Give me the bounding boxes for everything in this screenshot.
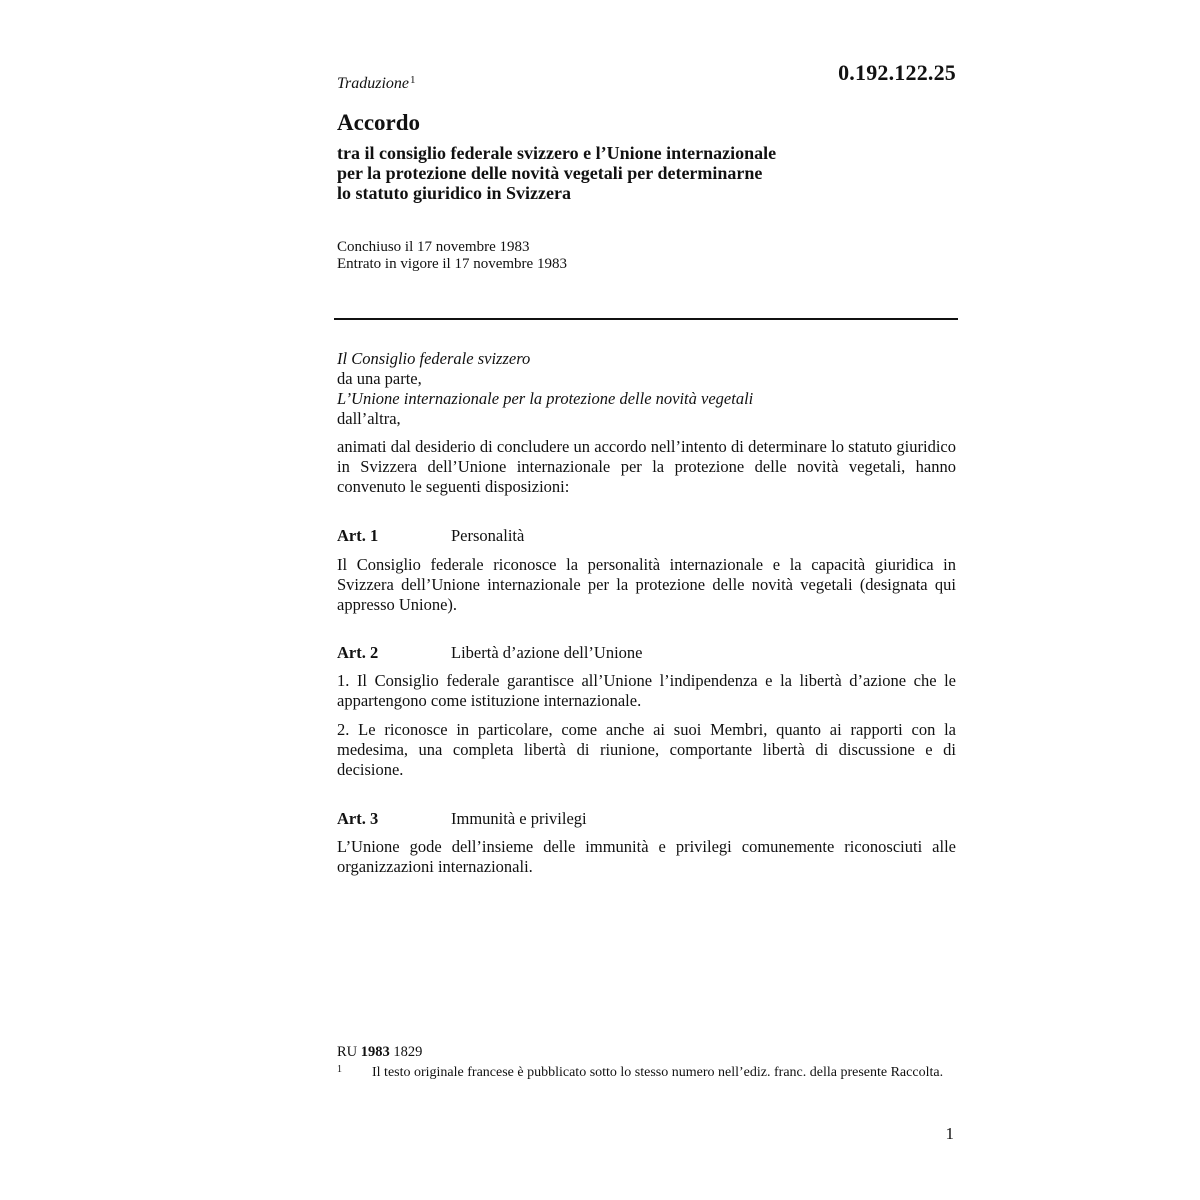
article-2-paragraph-2: 2. Le riconosce in particolare, come anche ai suoi Membri, quanto ai rapporti con la medesima, una completa libertà di riunione, comportante libertà di discussione e di decisione. [337,720,956,779]
horizontal-rule [334,318,958,320]
page-number: 1 [945,1124,954,1143]
article-number: Art. 2 [337,643,379,662]
sr-number: 0.192.122.25 [838,60,956,85]
article-number: Art. 3 [337,809,379,828]
preamble-intro: animati dal desiderio di concludere un accordo nell’intento di determinare lo statuto giuridico in Svizzera dell’Unione internazionale per la protezione delle novità vegetali, hanno convenuto le seguenti disposizioni: [337,437,956,496]
footnote-ref[interactable]: 1 [410,74,416,86]
entry-into-force-date: Entrato in vigore il 17 novembre 1983 [337,256,567,272]
ru-page: 1829 [393,1044,423,1060]
article-2-paragraph-1: 1. Il Consiglio federale garantisce all’Unione l’indipendenza e la libertà d’azione che le appartengono come istituzione internazionale. [337,671,956,710]
article-2-heading [337,643,643,663]
concluded-date: Conchiuso il 17 novembre 1983 [337,239,530,255]
article-3-paragraph: L’Unione gode dell’insieme delle immunità e privilegi comunemente riconosciuti alle organizzazioni internazionali. [337,837,956,876]
preamble-party-1: Il Consiglio federale svizzero [337,349,531,368]
dates-block [337,239,567,273]
subtitle-line: lo statuto giuridico in Svizzera [337,183,571,203]
footnote-text: Il testo originale francese è pubblicato sotto lo stesso numero nell’ediz. franc. della presente Raccolta. [372,1065,944,1080]
ru-reference [337,1044,422,1061]
ru-prefix: RU [337,1044,358,1060]
subtitle-line: tra il consiglio federale svizzero e l’Unione internazionale [337,143,777,163]
translation-label-text: Traduzione [337,75,410,92]
document-subtitle [337,143,897,203]
preamble-party-2: L’Unione internazionale per la protezione delle novità vegetali [337,389,754,408]
article-1-paragraph: Il Consiglio federale riconosce la personalità internazionale e la capacità giuridica in Svizzera dell’Unione internazionale per la protezione delle novità vegetali (designata qui appresso Unione). [337,555,956,614]
preamble-connector-1: da una parte, [337,369,422,388]
preamble [337,349,957,429]
subtitle-line: per la protezione delle novità vegetali per determinarne [337,163,763,183]
ru-year: 1983 [360,1044,390,1060]
translation-label [337,74,416,93]
article-title: Libertà d’azione dell’Unione [451,643,643,662]
preamble-connector-2: dall’altra, [337,409,401,428]
footnote-mark: 1 [337,1064,342,1075]
article-1-heading [337,526,524,546]
article-title: Personalità [451,526,525,545]
article-3-heading [337,809,587,829]
document-title: Accordo [337,110,421,135]
footnote [337,1064,957,1081]
article-title: Immunità e privilegi [451,809,587,828]
article-number: Art. 1 [337,526,379,545]
